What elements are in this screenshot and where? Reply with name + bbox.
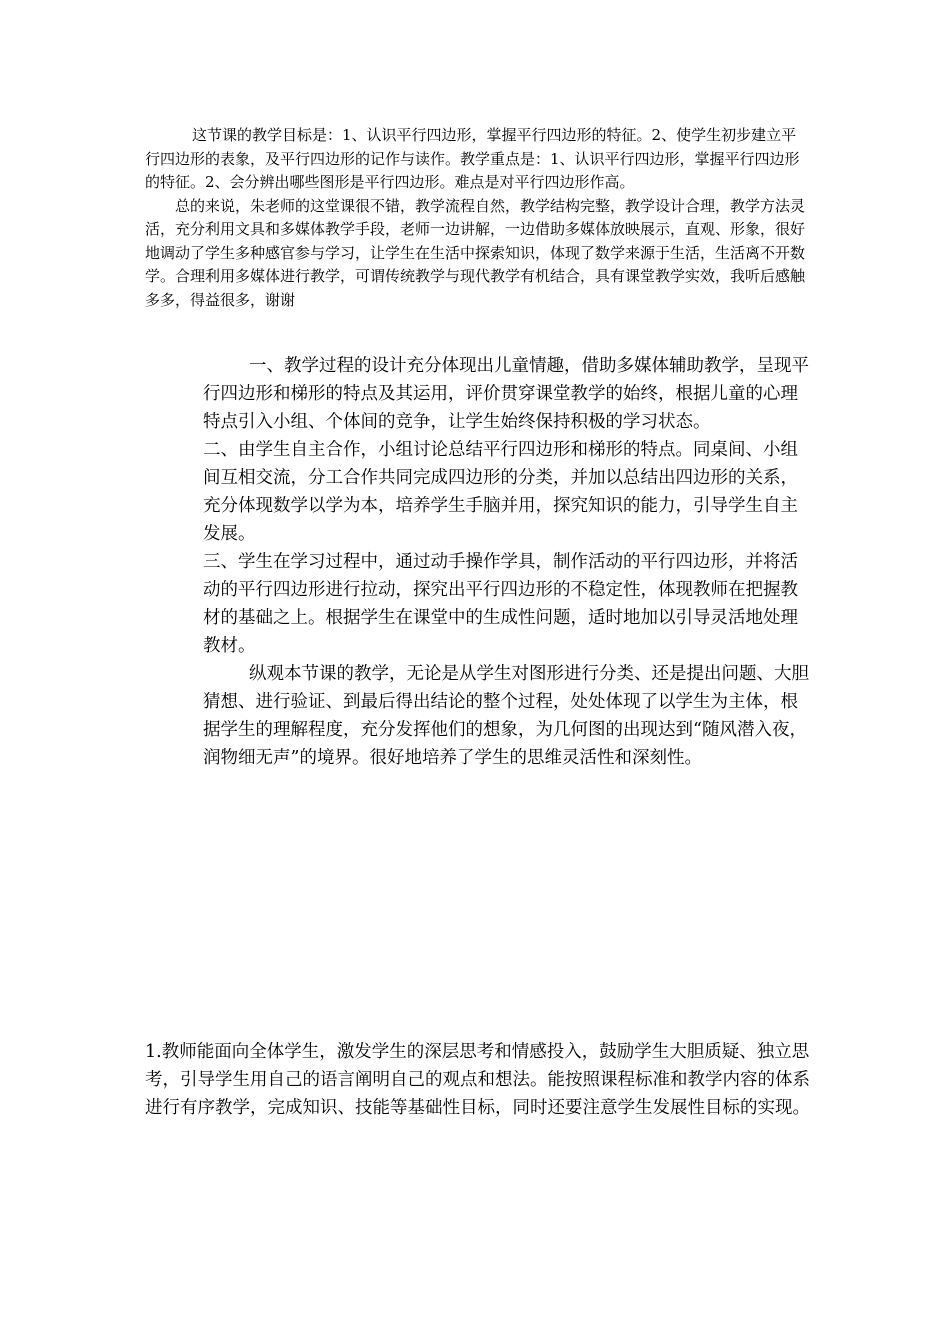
objectives-paragraph: 这节课的教学目标是：1、认识平行四边形，掌握平行四边形的特征。2、使学生初步建立平行四边形的表象，及平行四边形的记作与读作。教学重点是：1、认识平行四边形，掌握平行四边形的特征。2、会分辨出哪些图形是平行四边形。难点是对平行四边形作高。 <box>145 126 800 191</box>
lesson-objectives-section <box>145 124 805 312</box>
point-one-paragraph: 一、教学过程的设计充分体现出儿童情趣，借助多媒体辅助教学，呈现平行四边形和梯形的特点及其运用，评价贯穿课堂教学的始终，根据儿童的心理特点引入小组、个体间的竞争，让学生始终保持积极的学习状态。 <box>203 356 809 432</box>
teacher-comment-section <box>145 1038 810 1122</box>
point-two-paragraph: 二、由学生自主合作，小组讨论总结平行四边形和梯形的特点。同桌间、小组间互相交流，分工合作共同完成四边形的分类，并加以总结出四边形的关系，充分体现数学以学为本，培养学生手脑并用，探究知识的能力，引导学生自主发展。 <box>203 440 798 544</box>
teacher-comment-paragraph: 1.教师能面向全体学生，激发学生的深层思考和情感投入，鼓励学生大胆质疑、独立思考，引导学生用自己的语言阐明自己的观点和想法。能按照课程标准和教学内容的体系进行有序教学，完成知识、技能等基础性目标，同时还要注意学生发展性目标的实现。 <box>145 1042 810 1118</box>
summary-paragraph: 总的来说，朱老师的这堂课很不错，教学流程自然，教学结构完整，教学设计合理，教学方法灵活，充分利用文具和多媒体教学手段，老师一边讲解，一边借助多媒体放映展示，直观、形象，很好地调动了学生多种感官参与学习，让学生在生活中探索知识，体现了数学来源于生活，生活离不开数学。合理利用多媒体进行教学，可谓传统教学与现代教学有机结合，具有课堂教学实效，我听后感触多多，得益很多，谢谢 <box>145 196 806 309</box>
overview-paragraph: 纵观本节课的教学，无论是从学生对图形进行分类、还是提出问题、大胆猜想、进行验证、到最后得出结论的整个过程，处处体现了以学生为主体，根据学生的理解程度，充分发挥他们的想象，为几何图的出现达到“随风潜入夜，润物细无声”的境界。很好地培养了学生的思维灵活性和深刻性。 <box>203 664 809 768</box>
evaluation-section <box>203 352 815 772</box>
point-three-paragraph: 三、学生在学习过程中，通过动手操作学具，制作活动的平行四边形，并将活动的平行四边形进行拉动，探究出平行四边形的不稳定性，体现教师在把握教材的基础之上。根据学生在课堂中的生成性问题，适时地加以引导灵活地处理教材。 <box>203 552 798 656</box>
